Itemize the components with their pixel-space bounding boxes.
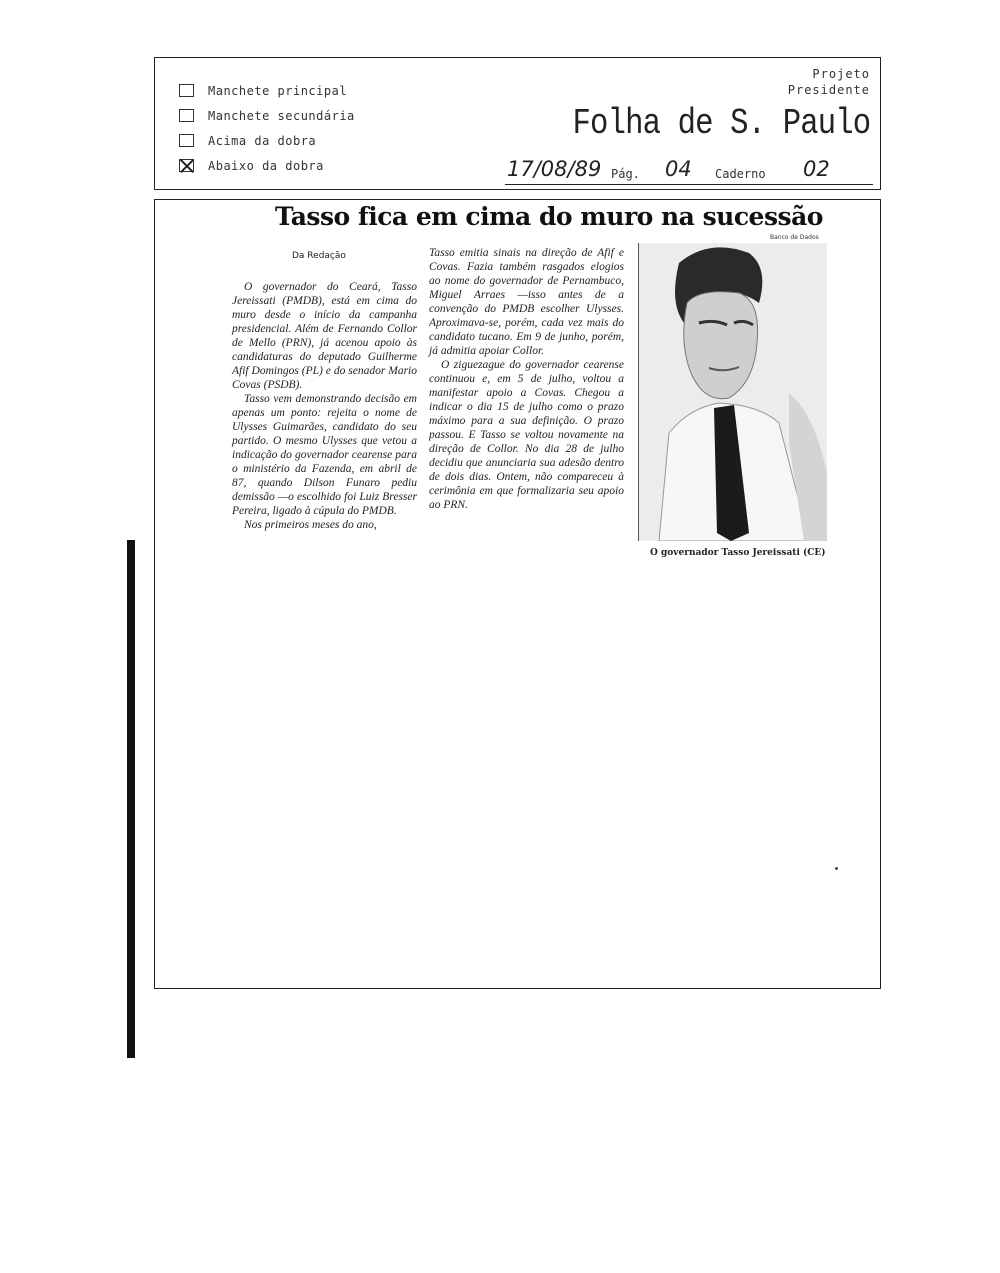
placement-checklist (179, 78, 355, 178)
scan-speck (835, 867, 838, 870)
project-line: Projeto (812, 67, 870, 81)
checklist-label: Manchete secundária (208, 108, 355, 123)
checklist-item (179, 78, 355, 103)
article-column-2 (429, 246, 624, 512)
checklist-label: Acima da dobra (208, 133, 317, 148)
project-label (788, 66, 870, 98)
checkbox-checked[interactable] (179, 159, 194, 172)
portrait-photo (638, 243, 827, 541)
checkbox[interactable] (179, 134, 194, 147)
checkbox[interactable] (179, 84, 194, 97)
photo-credit: Banco de Dados (770, 234, 819, 241)
checklist-label: Abaixo da dobra (208, 158, 324, 173)
article-headline: Tasso fica em cima do muro na sucessão (275, 202, 823, 231)
scan-margin-bar (127, 540, 135, 1058)
paragraph: Tasso emitia sinais na direção de Afif e Covas. Fazia também rasgados elogios ao nome do governador de Pernambuco, Miguel Arraes —isso antes de a convenção do PMDB escolher Ulysses. Aproximava-se, porém, cada vez mais do candidato tucano. Em 9 de junho, porém, já admitia apoiar Collor. (429, 247, 624, 357)
date-page-section-line (505, 157, 873, 185)
section-label: Caderno (715, 167, 766, 181)
page-value: 04 (665, 157, 692, 181)
paragraph: O ziguezague do governador cearense continuou e, em 5 de julho, voltou a manifestar apoio a Covas. Chegou a indicar o dia 15 de julho como o prazo máximo para a sua definição. O prazo passou. E Tasso se voltou novamente na direção de Collor. No dia 28 de julho decidiu que anunciaria sua adesão dentro de dois dias. Ontem, não compareceu à cerimônia em que formalizaria seu apoio ao PRN. (429, 359, 624, 511)
section-value: 02 (803, 157, 830, 181)
portrait-illustration (639, 243, 827, 541)
photo-caption: O governador Tasso Jereissati (CE) (650, 548, 826, 558)
article-byline: Da Redação (292, 251, 346, 261)
page-label: Pág. (611, 167, 640, 181)
checklist-item (179, 103, 355, 128)
checkbox[interactable] (179, 109, 194, 122)
checklist-item (179, 153, 355, 178)
checklist-item (179, 128, 355, 153)
date-value: 17/08/89 (507, 157, 602, 181)
paragraph: O governador do Ceará, Tasso Jereissati (PMDB), está em cima do muro desde o início da campanha presidencial. Além de Fernando Collor de Mello (PRN), já acenou apoio às candidaturas do deputado Guilherme Afif Domingos (PL) e do senador Mario Covas (PSDB). (232, 281, 417, 391)
newspaper-name: Folha de S. Paulo (572, 103, 870, 144)
paragraph: Nos primeiros meses do ano, (244, 519, 377, 531)
clipping-header-form (154, 57, 881, 190)
article-column-1 (232, 280, 417, 532)
article-clipping (154, 199, 881, 989)
paragraph: Tasso vem demonstrando decisão em apenas um ponto: rejeita o nome de Ulysses Guimarães, candidato do seu partido. O mesmo Ulysses que vetou a indicação do governador cearense para o ministério da Fazenda, em abril de 87, quando Dilson Funaro pediu demissão —o escolhido foi Luiz Bresser Pereira, ligado à cúpula do PMDB. (232, 393, 417, 517)
project-line: Presidente (787, 83, 870, 97)
checklist-label: Manchete principal (208, 83, 348, 98)
